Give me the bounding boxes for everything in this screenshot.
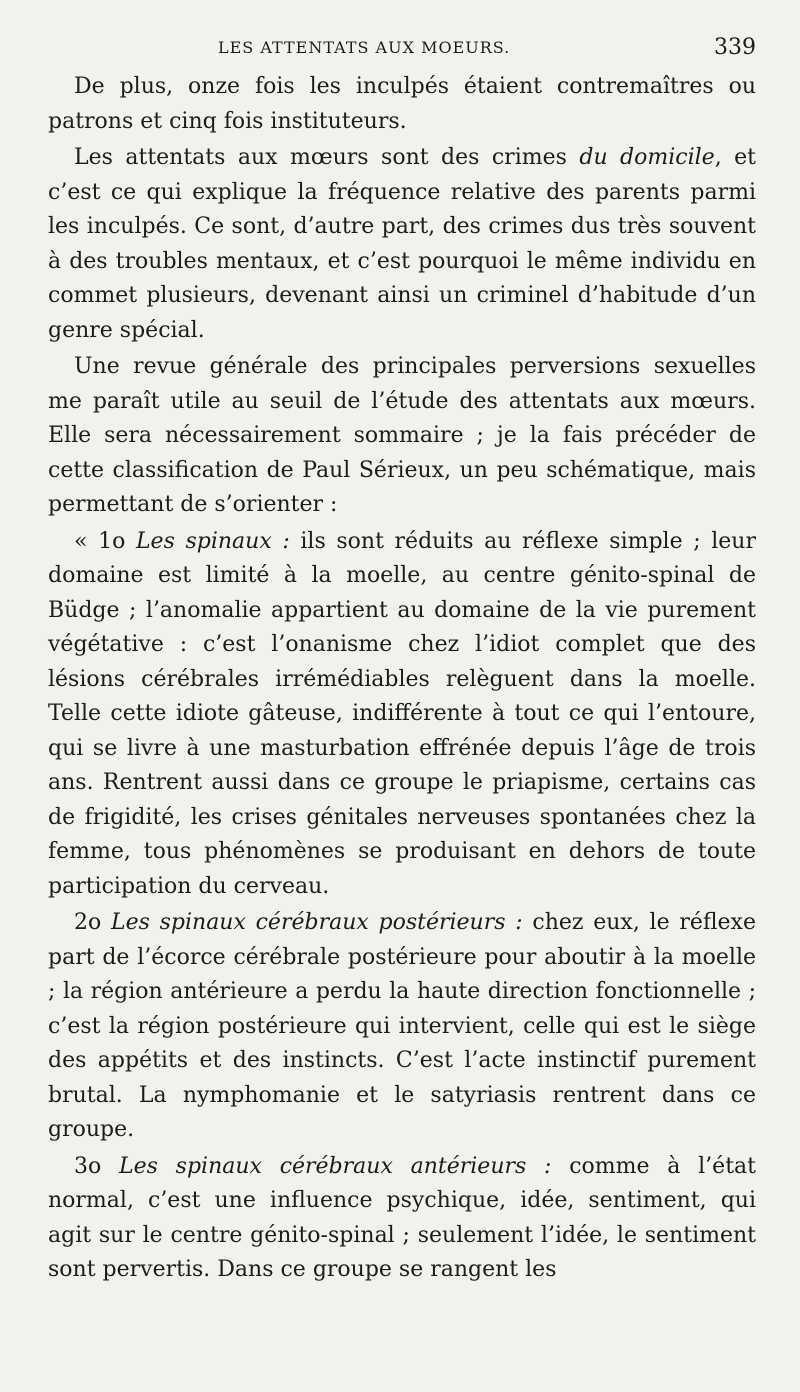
paragraph bbox=[48, 525, 756, 905]
paragraph-text: Les attentats aux mœurs sont des crimes bbox=[74, 145, 580, 170]
running-head bbox=[48, 30, 756, 70]
paragraph-text: , et c’est ce qui explique la fréquence relative des parents parmi les inculpés. Ce sont, d’autre part, des crimes dus très souvent à des troubles mentaux, et c’est pourquoi le même individu en commet plusieurs, devenant ainsi un criminel d’habitude d’un genre spécial. bbox=[48, 145, 756, 343]
paragraph-text: comme à l’état normal, c’est une influence psychique, idée, sentiment, qui agit sur le centre génito-spinal ; seulement l’idée, le sentiment sont pervertis. Dans ce groupe se rangent les bbox=[48, 1153, 756, 1282]
italic-term: Les spinaux : bbox=[135, 528, 290, 554]
paragraph-text: De plus, onze fois les inculpés étaient contremaîtres ou patrons et cinq fois instituteurs. bbox=[48, 74, 756, 134]
paragraph bbox=[48, 906, 756, 1148]
italic-term: du domicile bbox=[579, 145, 715, 170]
page-number: 339 bbox=[714, 35, 756, 60]
paragraph bbox=[48, 141, 756, 348]
paragraph-text: Une revue générale des principales perversions sexuelles me paraît utile au seuil de l’étude des attentats aux mœurs. Elle sera nécessairement sommaire ; je la fais précéder de cette classification de Paul Sérieux, un peu schématique, mais permettant de s’orienter : bbox=[48, 354, 756, 517]
paragraph-text: 3o bbox=[74, 1153, 119, 1179]
paragraph bbox=[48, 1150, 756, 1288]
paragraph bbox=[48, 70, 756, 139]
paragraph-text: 2o bbox=[74, 910, 111, 935]
italic-term: Les spinaux cérébraux postérieurs : bbox=[110, 910, 523, 935]
paragraph-text: ils sont réduits au réflexe simple ; leur domaine est limité à la moelle, au centre génito-spinal de Büdge ; l’anomalie appartient au domaine de la vie purement végétative : c’est l’onanisme chez l’idiot complet que des lésions cérébrales irrémédiables relèguent dans la moelle. Telle cette idiote gâteuse, indifférente à tout ce qui l’entoure, qui se livre à une masturbation effrénée depuis l’âge de trois ans. Rentrent aussi dans ce groupe le priapisme, certains cas de frigidité, les crises génitales nerveuses spontanées chez la femme, tous phénomènes se produisant en dehors de toute participation du cerveau. bbox=[48, 528, 756, 899]
paragraph-text: chez eux, le réflexe part de l’écorce cérébrale postérieure pour aboutir à la moelle ; la région antérieure a perdu la haute direction fonctionnelle ; c’est la région postérieure qui intervient, celle qui est le siège des appétits et des instincts. C’est l’acte instinctif purement brutal. La nymphomanie et le satyriasis rentrent dans ce groupe. bbox=[48, 910, 756, 1142]
italic-term: Les spinaux cérébraux antérieurs : bbox=[119, 1153, 552, 1179]
paragraph bbox=[48, 350, 756, 523]
body-text bbox=[48, 70, 756, 1288]
running-title: LES ATTENTATS AUX MOEURS. bbox=[218, 38, 511, 57]
paragraph-text: « 1o bbox=[74, 528, 136, 554]
